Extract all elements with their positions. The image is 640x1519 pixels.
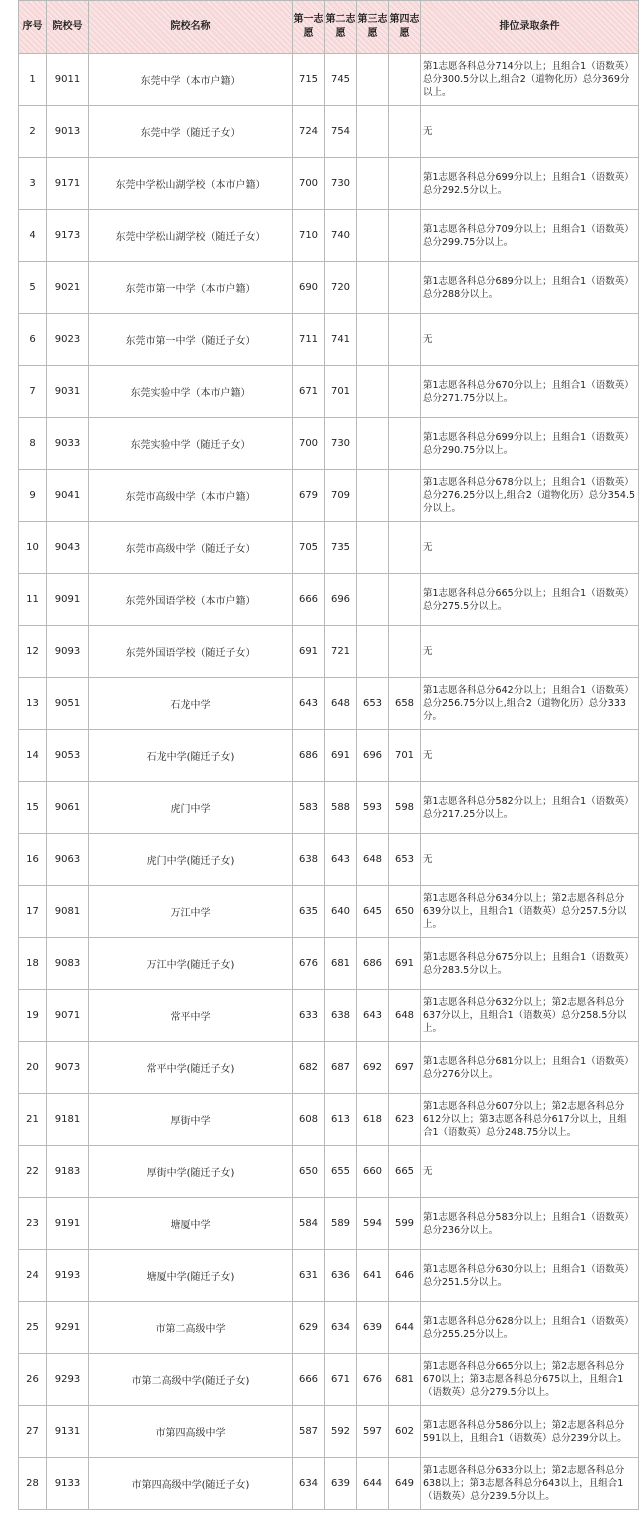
school-code-cell: 9073 (47, 1042, 89, 1094)
choice-1-score-cell: 583 (293, 782, 325, 834)
school-name-cell: 东莞外国语学校（随迁子女） (89, 626, 293, 678)
school-code-cell: 9293 (47, 1354, 89, 1406)
conditions-cell: 第1志愿各科总分709分以上；且组合1（语数英）总分299.75分以上。 (421, 210, 639, 262)
school-name-cell: 常平中学 (89, 990, 293, 1042)
school-name-cell: 东莞中学松山湖学校（随迁子女） (89, 210, 293, 262)
school-code-cell: 9183 (47, 1146, 89, 1198)
seq-cell: 16 (19, 834, 47, 886)
choice-4-score-cell (389, 418, 421, 470)
school-code-cell: 9011 (47, 54, 89, 106)
table-row (19, 470, 639, 522)
seq-cell: 15 (19, 782, 47, 834)
conditions-cell: 第1志愿各科总分586分以上；第2志愿各科总分591以上，且组合1（语数英）总分239分以上。 (421, 1406, 639, 1458)
choice-2-score-cell: 648 (325, 678, 357, 730)
admission-table (18, 0, 639, 1510)
choice-4-score-cell (389, 54, 421, 106)
table-row (19, 678, 639, 730)
seq-cell: 23 (19, 1198, 47, 1250)
choice-4-score-cell: 658 (389, 678, 421, 730)
choice-1-score-cell: 666 (293, 1354, 325, 1406)
table-row (19, 418, 639, 470)
school-name-cell: 市第四高级中学 (89, 1406, 293, 1458)
choice-3-score-cell: 653 (357, 678, 389, 730)
choice-1-score-cell: 643 (293, 678, 325, 730)
choice-1-score-cell: 711 (293, 314, 325, 366)
table-row (19, 262, 639, 314)
school-name-cell: 东莞中学松山湖学校（本市户籍） (89, 158, 293, 210)
choice-3-score-cell: 676 (357, 1354, 389, 1406)
choice-3-score-cell: 641 (357, 1250, 389, 1302)
school-code-cell: 9081 (47, 886, 89, 938)
conditions-cell: 第1志愿各科总分607分以上；第2志愿各科总分612分以上；第3志愿各科总分617分以上，且组合1（语数英）总分248.75分以上。 (421, 1094, 639, 1146)
choice-2-score-cell: 720 (325, 262, 357, 314)
choice-1-score-cell: 676 (293, 938, 325, 990)
choice-4-score-cell (389, 626, 421, 678)
choice-1-score-cell: 631 (293, 1250, 325, 1302)
choice-1-score-cell: 682 (293, 1042, 325, 1094)
choice-3-score-cell (357, 626, 389, 678)
choice-3-score-cell (357, 574, 389, 626)
choice-4-score-cell: 598 (389, 782, 421, 834)
choice-4-score-cell: 649 (389, 1458, 421, 1510)
choice-1-score-cell: 700 (293, 418, 325, 470)
school-name-cell: 厚街中学(随迁子女) (89, 1146, 293, 1198)
choice-3-score-cell: 597 (357, 1406, 389, 1458)
seq-cell: 14 (19, 730, 47, 782)
table-row (19, 990, 639, 1042)
conditions-cell: 第1志愿各科总分582分以上；且组合1（语数英）总分217.25分以上。 (421, 782, 639, 834)
choice-2-score-cell: 745 (325, 54, 357, 106)
choice-4-score-cell: 691 (389, 938, 421, 990)
seq-cell: 26 (19, 1354, 47, 1406)
choice-4-score-cell (389, 262, 421, 314)
table-row (19, 522, 639, 574)
school-code-cell: 9051 (47, 678, 89, 730)
choice-4-score-cell: 623 (389, 1094, 421, 1146)
table-body (19, 54, 639, 1510)
choice-1-score-cell: 715 (293, 54, 325, 106)
seq-cell: 8 (19, 418, 47, 470)
seq-cell: 10 (19, 522, 47, 574)
conditions-cell: 无 (421, 106, 639, 158)
conditions-cell: 第1志愿各科总分689分以上；且组合1（语数英）总分288分以上。 (421, 262, 639, 314)
choice-3-score-cell: 594 (357, 1198, 389, 1250)
table-row (19, 1146, 639, 1198)
choice-4-score-cell: 701 (389, 730, 421, 782)
choice-1-score-cell: 686 (293, 730, 325, 782)
table-row (19, 730, 639, 782)
school-code-cell: 9091 (47, 574, 89, 626)
school-name-cell: 万江中学 (89, 886, 293, 938)
seq-cell: 13 (19, 678, 47, 730)
table-row (19, 626, 639, 678)
choice-1-score-cell: 584 (293, 1198, 325, 1250)
choice-2-score-cell: 730 (325, 418, 357, 470)
choice-4-score-cell: 665 (389, 1146, 421, 1198)
conditions-cell: 无 (421, 730, 639, 782)
conditions-cell: 第1志愿各科总分642分以上；且组合1（语数英）总分256.75分以上,组合2（道物化历）总分333分。 (421, 678, 639, 730)
choice-4-score-cell (389, 210, 421, 262)
school-code-cell: 9013 (47, 106, 89, 158)
choice-3-score-cell: 644 (357, 1458, 389, 1510)
choice-1-score-cell: 710 (293, 210, 325, 262)
seq-cell: 12 (19, 626, 47, 678)
conditions-cell: 第1志愿各科总分628分以上；且组合1（语数英）总分255.25分以上。 (421, 1302, 639, 1354)
school-name-cell: 东莞市第一中学（本市户籍） (89, 262, 293, 314)
seq-cell: 3 (19, 158, 47, 210)
table-row (19, 834, 639, 886)
choice-2-score-cell: 730 (325, 158, 357, 210)
school-code-cell: 9083 (47, 938, 89, 990)
school-code-cell: 9133 (47, 1458, 89, 1510)
header-school-code: 院校号 (47, 1, 89, 54)
choice-2-score-cell: 696 (325, 574, 357, 626)
choice-3-score-cell: 645 (357, 886, 389, 938)
school-code-cell: 9033 (47, 418, 89, 470)
conditions-cell: 第1志愿各科总分583分以上；且组合1（语数英）总分236分以上。 (421, 1198, 639, 1250)
table-row (19, 158, 639, 210)
choice-1-score-cell: 679 (293, 470, 325, 522)
conditions-cell: 无 (421, 314, 639, 366)
table-row (19, 886, 639, 938)
choice-4-score-cell (389, 366, 421, 418)
school-code-cell: 9071 (47, 990, 89, 1042)
choice-3-score-cell: 660 (357, 1146, 389, 1198)
school-name-cell: 石龙中学(随迁子女) (89, 730, 293, 782)
header-choice-2: 第二志愿 (325, 1, 357, 54)
school-name-cell: 市第四高级中学(随迁子女) (89, 1458, 293, 1510)
choice-4-score-cell: 599 (389, 1198, 421, 1250)
choice-3-score-cell (357, 262, 389, 314)
table-row (19, 1354, 639, 1406)
conditions-cell: 第1志愿各科总分665分以上；且组合1（语数英）总分275.5分以上。 (421, 574, 639, 626)
choice-3-score-cell (357, 54, 389, 106)
choice-2-score-cell: 588 (325, 782, 357, 834)
seq-cell: 1 (19, 54, 47, 106)
choice-4-score-cell: 602 (389, 1406, 421, 1458)
choice-1-score-cell: 666 (293, 574, 325, 626)
conditions-cell: 无 (421, 522, 639, 574)
school-code-cell: 9131 (47, 1406, 89, 1458)
seq-cell: 5 (19, 262, 47, 314)
choice-2-score-cell: 640 (325, 886, 357, 938)
choice-1-score-cell: 671 (293, 366, 325, 418)
school-code-cell: 9171 (47, 158, 89, 210)
choice-3-score-cell (357, 314, 389, 366)
choice-2-score-cell: 691 (325, 730, 357, 782)
seq-cell: 19 (19, 990, 47, 1042)
seq-cell: 22 (19, 1146, 47, 1198)
school-code-cell: 9191 (47, 1198, 89, 1250)
choice-1-score-cell: 633 (293, 990, 325, 1042)
choice-4-score-cell (389, 158, 421, 210)
conditions-cell: 第1志愿各科总分678分以上；且组合1（语数英）总分276.25分以上,组合2（道物化历）总分354.5分以上。 (421, 470, 639, 522)
school-name-cell: 石龙中学 (89, 678, 293, 730)
seq-cell: 28 (19, 1458, 47, 1510)
choice-2-score-cell: 636 (325, 1250, 357, 1302)
choice-3-score-cell (357, 470, 389, 522)
choice-1-score-cell: 690 (293, 262, 325, 314)
choice-4-score-cell: 644 (389, 1302, 421, 1354)
conditions-cell: 第1志愿各科总分699分以上；且组合1（语数英）总分290.75分以上。 (421, 418, 639, 470)
school-code-cell: 9193 (47, 1250, 89, 1302)
conditions-cell: 无 (421, 1146, 639, 1198)
conditions-cell: 无 (421, 834, 639, 886)
choice-4-score-cell: 653 (389, 834, 421, 886)
choice-2-score-cell: 721 (325, 626, 357, 678)
choice-3-score-cell (357, 366, 389, 418)
choice-4-score-cell (389, 574, 421, 626)
choice-2-score-cell: 687 (325, 1042, 357, 1094)
choice-4-score-cell: 650 (389, 886, 421, 938)
school-code-cell: 9061 (47, 782, 89, 834)
choice-2-score-cell: 754 (325, 106, 357, 158)
choice-4-score-cell: 648 (389, 990, 421, 1042)
choice-4-score-cell: 681 (389, 1354, 421, 1406)
school-name-cell: 东莞市高级中学（本市户籍） (89, 470, 293, 522)
choice-1-score-cell: 608 (293, 1094, 325, 1146)
school-name-cell: 塘厦中学(随迁子女) (89, 1250, 293, 1302)
table-row (19, 1042, 639, 1094)
choice-1-score-cell: 650 (293, 1146, 325, 1198)
choice-4-score-cell: 646 (389, 1250, 421, 1302)
choice-2-score-cell: 709 (325, 470, 357, 522)
choice-3-score-cell: 686 (357, 938, 389, 990)
conditions-cell: 第1志愿各科总分699分以上；且组合1（语数英）总分292.5分以上。 (421, 158, 639, 210)
conditions-cell: 第1志愿各科总分633分以上；第2志愿各科总分638以上；第3志愿各科总分643以上，且组合1（语数英）总分239.5分以上。 (421, 1458, 639, 1510)
table-row (19, 1094, 639, 1146)
choice-3-score-cell: 639 (357, 1302, 389, 1354)
choice-1-score-cell: 634 (293, 1458, 325, 1510)
school-name-cell: 虎门中学 (89, 782, 293, 834)
school-code-cell: 9021 (47, 262, 89, 314)
choice-2-score-cell: 701 (325, 366, 357, 418)
school-name-cell: 东莞外国语学校（本市户籍） (89, 574, 293, 626)
choice-3-score-cell (357, 106, 389, 158)
school-name-cell: 东莞中学（随迁子女） (89, 106, 293, 158)
table-row (19, 106, 639, 158)
choice-4-score-cell: 697 (389, 1042, 421, 1094)
header-choice-3: 第三志愿 (357, 1, 389, 54)
seq-cell: 27 (19, 1406, 47, 1458)
choice-3-score-cell (357, 418, 389, 470)
school-name-cell: 市第二高级中学 (89, 1302, 293, 1354)
conditions-cell: 第1志愿各科总分681分以上；且组合1（语数英）总分276分以上。 (421, 1042, 639, 1094)
conditions-cell: 第1志愿各科总分714分以上；且组合1（语数英）总分300.5分以上,组合2（道物化历）总分369分以上。 (421, 54, 639, 106)
seq-cell: 24 (19, 1250, 47, 1302)
school-code-cell: 9291 (47, 1302, 89, 1354)
school-name-cell: 万江中学(随迁子女) (89, 938, 293, 990)
seq-cell: 2 (19, 106, 47, 158)
conditions-cell: 第1志愿各科总分634分以上；第2志愿各科总分639分以上，且组合1（语数英）总分257.5分以上。 (421, 886, 639, 938)
school-code-cell: 9041 (47, 470, 89, 522)
table-row (19, 210, 639, 262)
school-code-cell: 9031 (47, 366, 89, 418)
conditions-cell: 无 (421, 626, 639, 678)
school-code-cell: 9053 (47, 730, 89, 782)
school-name-cell: 东莞实验中学（随迁子女） (89, 418, 293, 470)
table-row (19, 314, 639, 366)
school-name-cell: 东莞中学（本市户籍） (89, 54, 293, 106)
school-name-cell: 东莞市第一中学（随迁子女） (89, 314, 293, 366)
school-name-cell: 常平中学(随迁子女) (89, 1042, 293, 1094)
choice-1-score-cell: 724 (293, 106, 325, 158)
choice-3-score-cell (357, 158, 389, 210)
choice-3-score-cell: 648 (357, 834, 389, 886)
choice-3-score-cell: 696 (357, 730, 389, 782)
choice-2-score-cell: 681 (325, 938, 357, 990)
school-code-cell: 9093 (47, 626, 89, 678)
seq-cell: 18 (19, 938, 47, 990)
choice-2-score-cell: 613 (325, 1094, 357, 1146)
table-row (19, 54, 639, 106)
header-choice-4: 第四志愿 (389, 1, 421, 54)
conditions-cell: 第1志愿各科总分632分以上；第2志愿各科总分637分以上，且组合1（语数英）总分258.5分以上。 (421, 990, 639, 1042)
choice-4-score-cell (389, 106, 421, 158)
choice-3-score-cell (357, 522, 389, 574)
seq-cell: 25 (19, 1302, 47, 1354)
choice-1-score-cell: 638 (293, 834, 325, 886)
choice-2-score-cell: 741 (325, 314, 357, 366)
choice-4-score-cell (389, 470, 421, 522)
choice-2-score-cell: 634 (325, 1302, 357, 1354)
school-code-cell: 9043 (47, 522, 89, 574)
table-row (19, 1250, 639, 1302)
choice-1-score-cell: 705 (293, 522, 325, 574)
choice-2-score-cell: 639 (325, 1458, 357, 1510)
table-row (19, 1406, 639, 1458)
choice-1-score-cell: 629 (293, 1302, 325, 1354)
header-seq: 序号 (19, 1, 47, 54)
choice-1-score-cell: 691 (293, 626, 325, 678)
conditions-cell: 第1志愿各科总分665分以上；第2志愿各科总分670以上；第3志愿各科总分675以上，且组合1（语数英）总分279.5分以上。 (421, 1354, 639, 1406)
conditions-cell: 第1志愿各科总分630分以上；且组合1（语数英）总分251.5分以上。 (421, 1250, 639, 1302)
seq-cell: 7 (19, 366, 47, 418)
school-code-cell: 9181 (47, 1094, 89, 1146)
seq-cell: 20 (19, 1042, 47, 1094)
choice-2-score-cell: 655 (325, 1146, 357, 1198)
choice-3-score-cell (357, 210, 389, 262)
choice-1-score-cell: 700 (293, 158, 325, 210)
seq-cell: 11 (19, 574, 47, 626)
choice-2-score-cell: 589 (325, 1198, 357, 1250)
choice-2-score-cell: 638 (325, 990, 357, 1042)
table-row (19, 574, 639, 626)
table-header-row (19, 1, 639, 54)
choice-2-score-cell: 735 (325, 522, 357, 574)
table-row (19, 782, 639, 834)
table-row (19, 1302, 639, 1354)
table-row (19, 366, 639, 418)
choice-4-score-cell (389, 522, 421, 574)
table-row (19, 938, 639, 990)
school-name-cell: 市第二高级中学(随迁子女) (89, 1354, 293, 1406)
choice-2-score-cell: 740 (325, 210, 357, 262)
school-name-cell: 东莞市高级中学（随迁子女） (89, 522, 293, 574)
choice-4-score-cell (389, 314, 421, 366)
conditions-cell: 第1志愿各科总分670分以上；且组合1（语数英）总分271.75分以上。 (421, 366, 639, 418)
choice-3-score-cell: 643 (357, 990, 389, 1042)
seq-cell: 21 (19, 1094, 47, 1146)
choice-3-score-cell: 692 (357, 1042, 389, 1094)
school-name-cell: 塘厦中学 (89, 1198, 293, 1250)
choice-2-score-cell: 643 (325, 834, 357, 886)
school-code-cell: 9023 (47, 314, 89, 366)
seq-cell: 4 (19, 210, 47, 262)
choice-2-score-cell: 671 (325, 1354, 357, 1406)
choice-3-score-cell: 593 (357, 782, 389, 834)
table-row (19, 1198, 639, 1250)
table-row (19, 1458, 639, 1510)
school-code-cell: 9063 (47, 834, 89, 886)
seq-cell: 17 (19, 886, 47, 938)
header-conditions: 排位录取条件 (421, 1, 639, 54)
choice-1-score-cell: 635 (293, 886, 325, 938)
seq-cell: 9 (19, 470, 47, 522)
seq-cell: 6 (19, 314, 47, 366)
header-school-name: 院校名称 (89, 1, 293, 54)
choice-2-score-cell: 592 (325, 1406, 357, 1458)
school-name-cell: 东莞实验中学（本市户籍） (89, 366, 293, 418)
conditions-cell: 第1志愿各科总分675分以上；且组合1（语数英）总分283.5分以上。 (421, 938, 639, 990)
choice-3-score-cell: 618 (357, 1094, 389, 1146)
school-code-cell: 9173 (47, 210, 89, 262)
header-choice-1: 第一志愿 (293, 1, 325, 54)
choice-1-score-cell: 587 (293, 1406, 325, 1458)
school-name-cell: 厚街中学 (89, 1094, 293, 1146)
school-name-cell: 虎门中学(随迁子女) (89, 834, 293, 886)
